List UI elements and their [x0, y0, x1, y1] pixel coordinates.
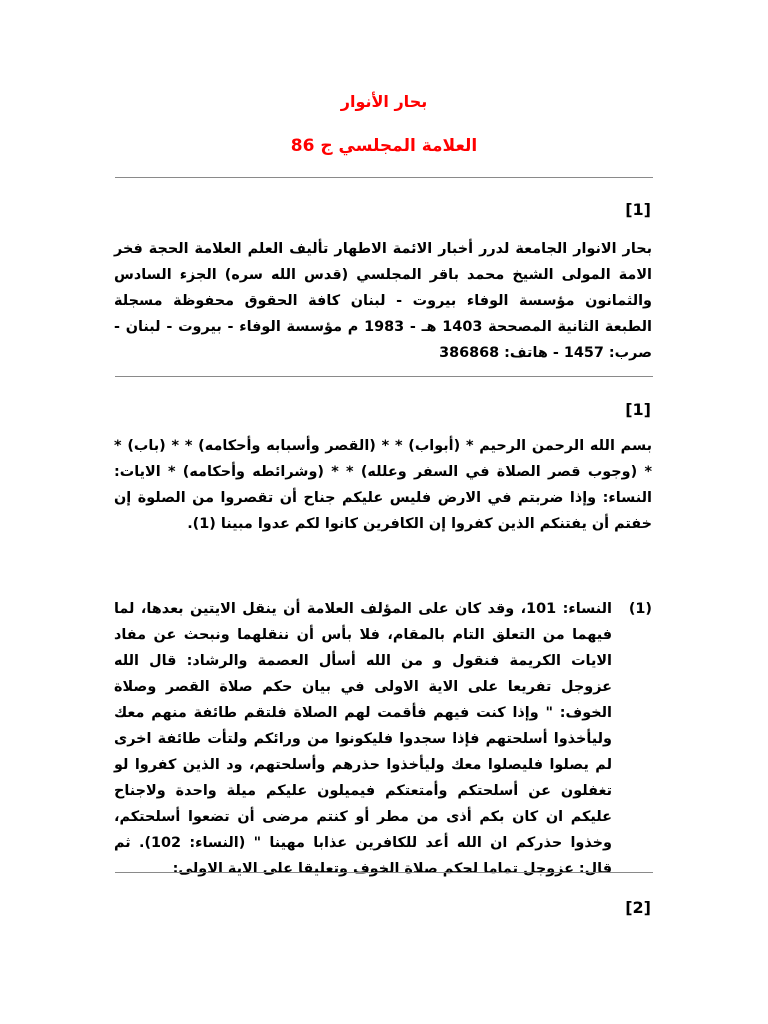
page-marker: [1]	[625, 200, 651, 219]
chapter-paragraph: بسم الله الرحمن الرحيم * (أبواب) * * (القصر وأسبابه وأحكامه) * * (باب) * * (وجوب قصر الصلاة في السفر وعلله) * * (وشرائطه وأحكامه) * الايات: النساء: وإذا ضربتم في الارض فليس عليكم جناح أن تقصروا من الصلوة إن خفتم أن يفتنكم الذين كفروا إن الكافرين كانوا لكم عدوا مبينا (1).	[114, 438, 652, 532]
page-marker: [2]	[625, 898, 651, 917]
separator-rule	[115, 177, 653, 178]
author-volume-subtitle: العلامة المجلسي ج 86	[290, 136, 478, 156]
separator-rule	[115, 872, 653, 873]
colophon-paragraph: بحار الانوار الجامعة لدرر أخبار الائمة الاطهار تأليف العلم العلامة الحجة فخر الامة المولى الشيخ محمد باقر المجلسي (قدس الله سره) الجزء السادس والثمانون مؤسسة الوفاء بيروت - لبنان كافة الحقوق محفوظة مسجلة الطبعة الثانية المصححة 1403 هـ - 1983 م مؤسسة الوفاء - بيروت - لبنان - صرب: 1457 - هاتف: 386868	[114, 241, 652, 361]
footnote-text: النساء: 101، وقد كان على المؤلف العلامة أن ينقل الايتين بعدها، لما فيهما من التعلق التام بالمقام، فلا بأس أن ننقلهما ونبحث عن مفاد الايات الكريمة فنقول و من الله أسأل العصمة والرشاد: قال الله عزوجل تفريعا على الاية الاولى في بيان حكم صلاة القصر وصلاة الخوف: " وإذا كنت فيهم فأقمت لهم الصلاة فلتقم طائفة منهم معك وليأخذوا أسلحتهم فإذا سجدوا فليكونوا من ورائكم ولتأت طائفة اخرى لم يصلوا فليصلوا معك وليأخذوا حذرهم وأسلحتهم، ود الذين كفروا لو تغفلون عن أسلحتكم وأمتعتكم فيميلون عليكم ميلة واحدة ولاجناح عليكم ان كان بكم أذى من مطر أو كنتم مرضى أن تضعوا أسلحتكم، وخذوا حذركم ان الله أعد للكافرين عذابا مهينا " (النساء: 102). ثم قال: عزوجل تماما لحكم صلاة الخوف وتعليقا على الاية الاولى:	[114, 601, 613, 877]
separator-rule	[115, 376, 653, 377]
page-marker: [1]	[625, 400, 651, 419]
footnote	[114, 596, 652, 882]
footnote-marker: (1)	[628, 601, 652, 617]
book-title: بحار الأنوار	[340, 92, 428, 111]
